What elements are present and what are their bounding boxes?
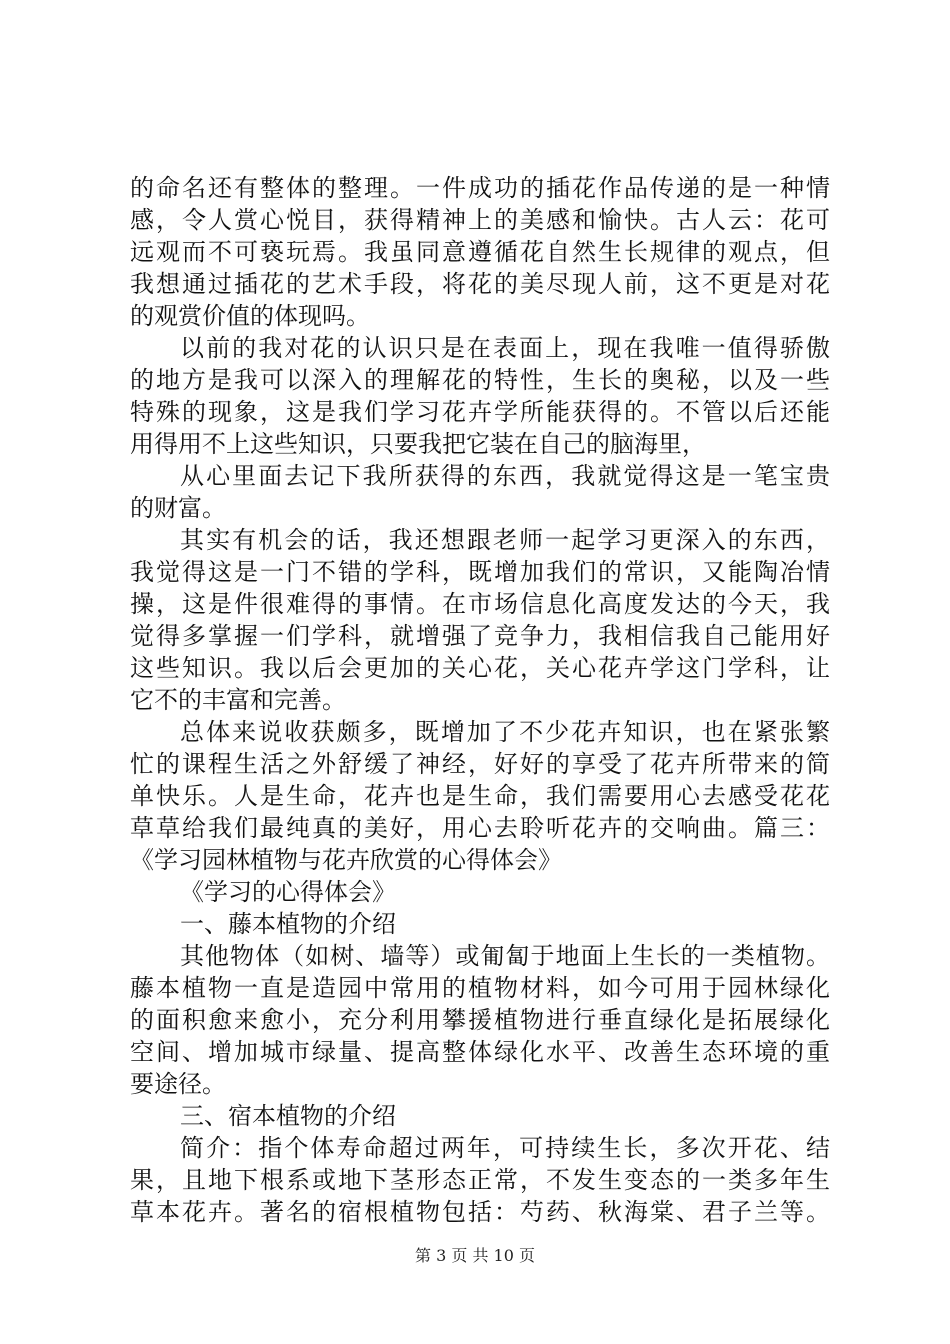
text-line: 远观而不可亵玩焉。我虽同意遵循花自然生长规律的观点，但 xyxy=(130,238,830,266)
text-line: 果，且地下根系或地下茎形态正常，不发生变态的一类多年生 xyxy=(130,1166,830,1194)
text-line: 的命名还有整体的整理。一件成功的插花作品传递的是一种情 xyxy=(130,174,830,202)
text-line: 这些知识。我以后会更加的关心花，关心花卉学这门学科，让 xyxy=(130,654,830,682)
text-line: 操，这是件很难得的事情。在市场信息化高度发达的今天，我 xyxy=(130,590,830,618)
text-line: 其他物体（如树、墙等）或匍匐于地面上生长的一类植物。 xyxy=(180,942,830,970)
text-line: 它不的丰富和完善。 xyxy=(130,686,346,714)
text-line: 草本花卉。著名的宿根植物包括：芍药、秋海棠、君子兰等。 xyxy=(130,1198,830,1226)
text-line: 空间、增加城市绿量、提高整体绿化水平、改善生态环境的重 xyxy=(130,1038,830,1066)
text-line: 单快乐。人是生命，花卉也是生命，我们需要用心去感受花花 xyxy=(130,782,830,810)
text-line: 从心里面去记下我所获得的东西，我就觉得这是一笔宝贵 xyxy=(180,462,830,490)
text-line: 《学习园林植物与花卉欣赏的心得体会》 xyxy=(130,846,562,874)
text-line: 总体来说收获颇多，既增加了不少花卉知识，也在紧张繁 xyxy=(180,718,830,746)
text-line: 要途径。 xyxy=(130,1070,226,1098)
text-line: 草草给我们最纯真的美好，用心去聆听花卉的交响曲。篇三： xyxy=(130,814,830,842)
text-line: 用得用不上这些知识，只要我把它装在自己的脑海里， xyxy=(130,430,706,458)
text-line: 感，令人赏心悦目，获得精神上的美感和愉快。古人云：花可 xyxy=(130,206,830,234)
text-line: 其实有机会的话，我还想跟老师一起学习更深入的东西， xyxy=(180,526,830,554)
text-line: 我想通过插花的艺术手段，将花的美尽现人前，这不更是对花 xyxy=(130,270,830,298)
text-line: 藤本植物一直是造园中常用的植物材料，如今可用于园林绿化 xyxy=(130,974,830,1002)
text-line: 以前的我对花的认识只是在表面上，现在我唯一值得骄傲 xyxy=(180,334,830,362)
text-line: 的观赏价值的体现吗。 xyxy=(130,302,370,330)
text-line: 的财富。 xyxy=(130,494,226,522)
text-line: 特殊的现象，这是我们学习花卉学所能获得的。不管以后还能 xyxy=(130,398,830,426)
text-line: 的地方是我可以深入的理解花的特性，生长的奥秘，以及一些 xyxy=(130,366,830,394)
page-number-footer: 第 3 页 共 10 页 xyxy=(415,1246,535,1265)
section-heading: 一、藤本植物的介绍 xyxy=(180,910,396,938)
text-line: 简介：指个体寿命超过两年，可持续生长，多次开花、结 xyxy=(180,1134,830,1162)
section-heading: 三、宿本植物的介绍 xyxy=(180,1102,396,1130)
text-line: 我觉得这是一门不错的学科，既增加我们的常识，又能陶冶情 xyxy=(130,558,830,586)
document-body xyxy=(130,172,830,1228)
text-line: 的面积愈来愈小，充分利用攀援植物进行垂直绿化是拓展绿化 xyxy=(130,1006,830,1034)
text-line: 忙的课程生活之外舒缓了神经，好好的享受了花卉所带来的简 xyxy=(130,750,830,778)
section-title: 《学习的心得体会》 xyxy=(180,878,396,906)
text-line: 觉得多掌握一们学科，就增强了竞争力，我相信我自己能用好 xyxy=(130,622,830,650)
